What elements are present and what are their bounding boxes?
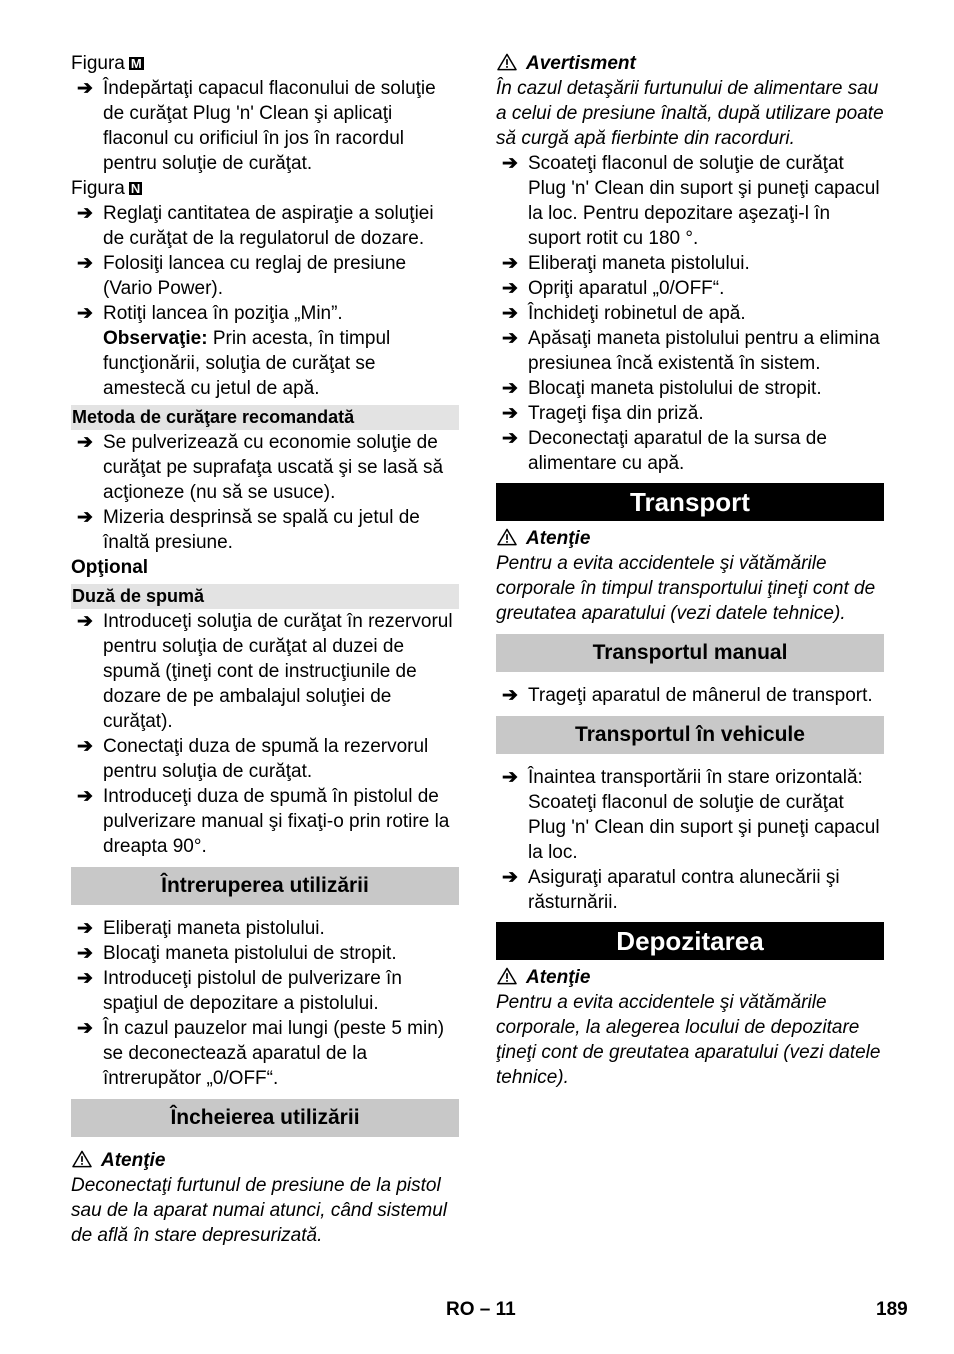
note-label: Observaţie: [103, 328, 208, 349]
warning-heading: Atenţie [496, 965, 884, 990]
left-column [71, 51, 459, 1248]
warning-triangle-icon [496, 967, 518, 985]
section-heading-interruption: Întreruperea utilizării [71, 867, 459, 905]
list-item: ➔ Blocaţi maneta pistolului de stropit. [502, 378, 822, 399]
section-heading-storage: Depozitarea [496, 922, 884, 960]
list-item: ➔ Conectaţi duza de spumă la rezervorul pentru soluţia de curăţat. [77, 736, 429, 782]
arrow-right-icon: ➔ [502, 253, 518, 274]
arrow-right-icon: ➔ [502, 378, 518, 399]
arrow-right-icon: ➔ [502, 153, 518, 174]
arrow-right-icon: ➔ [77, 78, 93, 99]
page-number: 189 [876, 1299, 908, 1320]
list-item: ➔ Introduceţi pistolul de pulverizare în spaţiul de depozitare a pistolului. [77, 968, 402, 1014]
figure-reference-m: Figura M [71, 53, 142, 74]
warning-heading: Atenţie [71, 1148, 459, 1173]
arrow-right-icon: ➔ [77, 303, 93, 324]
list-item: ➔ Înaintea transportării în stare orizontală: Scoateţi flaconul de soluţie de curăţat Plug 'n' Clean din suport şi puneţi capacul la loc. [502, 767, 880, 863]
arrow-right-icon: ➔ [77, 611, 93, 632]
list-item: ➔ Eliberaţi maneta pistolului. [502, 253, 750, 274]
arrow-right-icon: ➔ [502, 303, 518, 324]
arrow-right-icon: ➔ [502, 403, 518, 424]
arrow-right-icon: ➔ [77, 968, 93, 989]
footer-section-label: RO – 11 [446, 1299, 516, 1320]
arrow-right-icon: ➔ [77, 943, 93, 964]
note-paragraph: Observaţie: Prin acesta, în timpul funcţionării, soluţia de curăţat se amestecă cu jetul de apă. [103, 328, 391, 399]
list-item: ➔ Scoateţi flaconul de soluţie de curăţat Plug 'n' Clean din suport şi puneţi capacul la loc. Pentru depozitare aşezaţi-l în suport rotit cu 180 °. [502, 153, 880, 249]
list-item: ➔ Trageţi aparatul de mânerul de transport. [502, 685, 873, 706]
warning-triangle-icon [71, 1150, 93, 1168]
list-item: ➔ Eliberaţi maneta pistolului. [77, 918, 325, 939]
arrow-right-icon: ➔ [502, 867, 518, 888]
list-item: ➔ Blocaţi maneta pistolului de stropit. [77, 943, 397, 964]
warning-triangle-icon [496, 53, 518, 71]
arrow-right-icon: ➔ [77, 203, 93, 224]
list-item: ➔ Mizeria desprinsă se spală cu jetul de înaltă presiune. [77, 507, 420, 553]
warning-heading: Atenţie [496, 526, 884, 551]
list-item: ➔ Folosiţi lancea cu reglaj de presiune (Vario Power). [77, 253, 407, 299]
arrow-right-icon: ➔ [77, 507, 93, 528]
right-column [496, 51, 884, 1090]
list-item: ➔ Rotiţi lancea în poziţia „Min”. [77, 303, 343, 324]
warning-text: În cazul detaşării furtunului de alimentare sau a celui de presiune înaltă, după utilizare poate să curgă apă fierbinte din racorduri. [496, 78, 884, 149]
arrow-right-icon: ➔ [77, 1018, 93, 1039]
list-item: ➔ Îndepărtaţi capacul flaconului de soluţie de curăţat Plug 'n' Clean şi aplicaţi flaconul cu orificiul în jos în racordul pentru soluţie de curăţat. [77, 78, 436, 174]
warning-heading: Avertisment [496, 51, 884, 76]
subheading-recommended-method: Metoda de curăţare recomandată [71, 405, 459, 430]
arrow-right-icon: ➔ [502, 278, 518, 299]
arrow-right-icon: ➔ [77, 253, 93, 274]
optional-heading: Opţional [71, 557, 149, 578]
list-item: ➔ Deconectaţi aparatul de la sursa de alimentare cu apă. [502, 428, 827, 474]
list-item: ➔ Introduceţi soluţia de curăţat în rezervorul pentru soluţia de curăţat al duzei de spumă (ţineţi cont de instrucţiunile de dozare de pe ambalajul soluţiei de curăţat). [77, 611, 453, 732]
list-item: ➔ Apăsaţi maneta pistolului pentru a elimina presiunea încă existentă în sistem. [502, 328, 880, 374]
arrow-right-icon: ➔ [502, 428, 518, 449]
list-item: ➔ În cazul pauzelor mai lungi (peste 5 min) se deconectează aparatul de la întrerupător „0/OFF“. [77, 1018, 445, 1089]
list-item: ➔ Asiguraţi aparatul contra alunecării şi răsturnării. [502, 867, 840, 913]
list-item: ➔ Introduceţi duza de spumă în pistolul de pulverizare manual şi fixaţi-o prin rotire la dreapta 90°. [77, 786, 450, 857]
figure-letter-n: N [130, 181, 141, 196]
arrow-right-icon: ➔ [502, 767, 518, 788]
list-item: ➔ Reglaţi cantitatea de aspiraţie a soluţiei de curăţat de la regulatorul de dozare. [77, 203, 434, 249]
section-heading-transport: Transport [496, 483, 884, 521]
list-item: ➔ Trageţi fişa din priză. [502, 403, 704, 424]
figure-reference-n: Figura N [71, 178, 141, 199]
warning-text: Pentru a evita accidentele şi vătămările corporale, la alegerea locului de depozitare ţineţi cont de greutatea aparatului (vezi datele tehnice). [496, 992, 881, 1088]
list-item: ➔ Închideţi robinetul de apă. [502, 303, 746, 324]
section-heading-ending: Încheierea utilizării [71, 1099, 459, 1137]
section-heading-manual-transport: Transportul manual [496, 634, 884, 672]
figure-letter-m: M [130, 56, 142, 71]
arrow-right-icon: ➔ [77, 736, 93, 757]
arrow-right-icon: ➔ [77, 786, 93, 807]
arrow-right-icon: ➔ [77, 432, 93, 453]
warning-text: Deconectaţi furtunul de presiune de la pistol sau de la aparat numai atunci, când sistemul de află în stare depresurizată. [71, 1175, 447, 1246]
warning-text: Pentru a evita accidentele şi vătămările corporale în timpul transportului ţineţi cont de greutatea aparatului (vezi datele tehnice). [496, 553, 876, 624]
warning-triangle-icon [496, 528, 518, 546]
list-item: ➔ Se pulverizează cu economie soluţie de curăţat pe suprafaţa uscată şi se lasă să acţioneze (nu să se usuce). [77, 432, 444, 503]
subheading-foam-nozzle: Duză de spumă [71, 584, 459, 609]
arrow-right-icon: ➔ [77, 918, 93, 939]
arrow-right-icon: ➔ [502, 328, 518, 349]
section-heading-vehicle-transport: Transportul în vehicule [496, 716, 884, 754]
arrow-right-icon: ➔ [502, 685, 518, 706]
list-item: ➔ Opriţi aparatul „0/OFF“. [502, 278, 725, 299]
